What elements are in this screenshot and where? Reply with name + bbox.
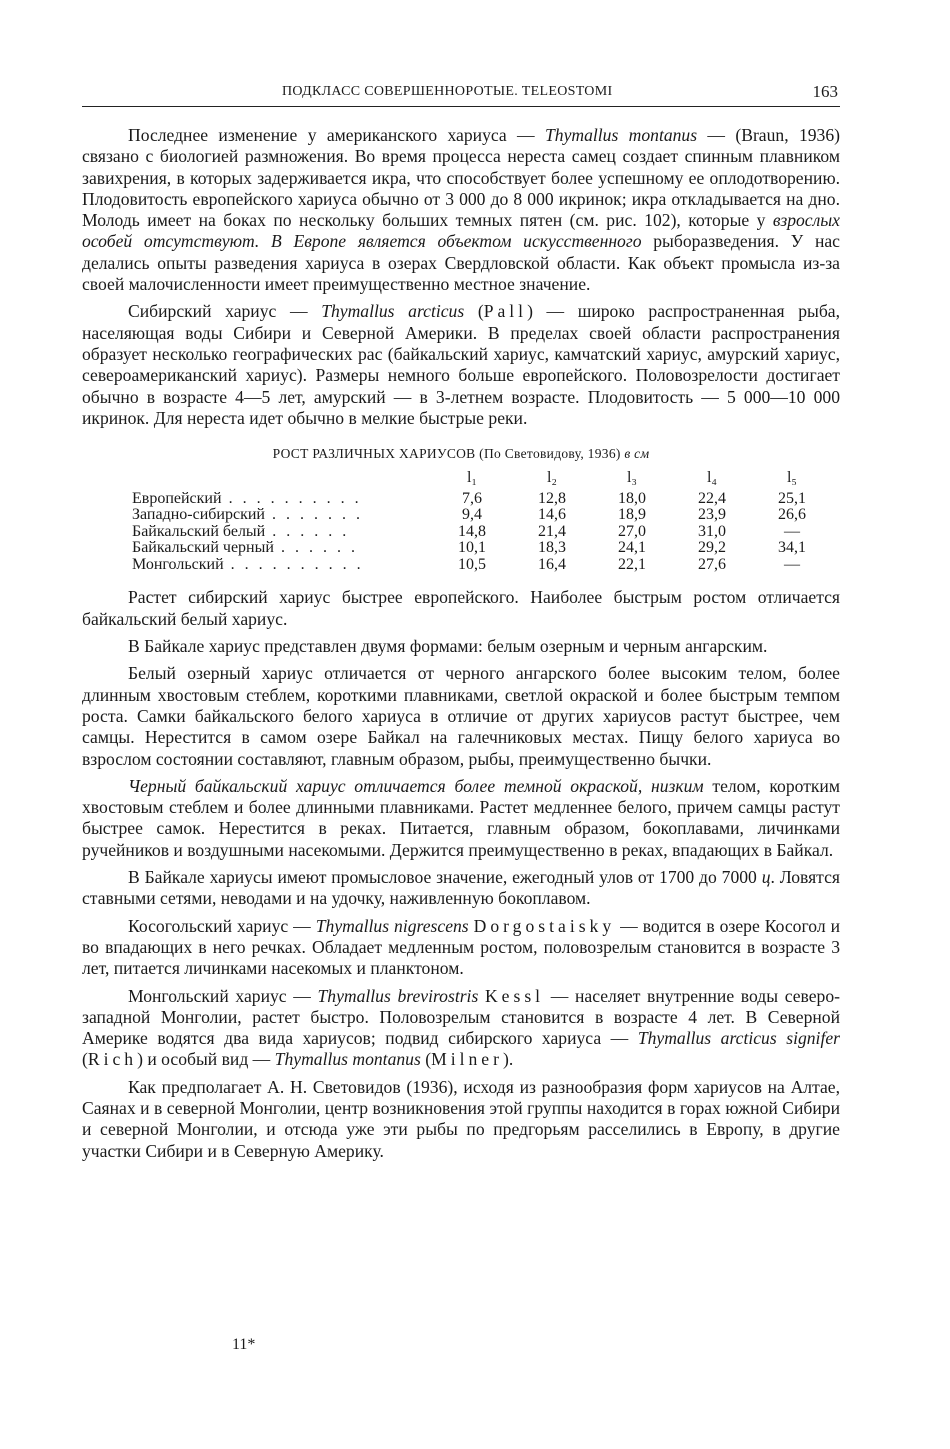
body-text	[82, 125, 840, 1168]
paragraph-siberian-grayling: Сибирский хариус — Thymallus arcticus (Pall) — широко распространенная рыба, населяющая воды Сибири и Северной Америки. В пределах своей области распространения образует несколько географических рас (байкальский хариус, камчатский хариус, амурский хариус, североамериканский хариус). Размеры немного больше европейского. Половозрелости достигает обычно в возрасте 4—5 лет, амурский — в 3-летнем возрасте. Плодовитость — 5 000—10 000 икринок. Для нереста идет обычно в мелкие быстрые реки.	[82, 301, 840, 428]
table-row: Байкальский черный . . . . . . 10,1 18,3 24,1 29,2 34,1	[132, 539, 806, 557]
paragraph-black-grayling: Черный байкальский хариус отличается более темной окраской, низким телом, коротким хвостовым стеблем и более длинными плавниками. Растет медленнее белого, причем самцы растут быстрее самок. Нерестится в реках. Питается, главным образом, бокоплавами, личинками ручейников и воздушными насекомыми. Держится преимущественно в реках, впадающих в Байкал.	[82, 775, 840, 860]
column-header: l₅	[786, 469, 798, 487]
table-caption: РОСТ РАЗЛИЧНЫХ ХАРИУСОВ (По Световидову, 1936) в см	[272, 446, 650, 462]
column-header: l₂	[546, 469, 558, 487]
running-title: ПОДКЛАСС СОВЕРШЕННОРОТЫЕ. TELEOSTOMI	[282, 84, 613, 99]
paragraph-growth-rate: Растет сибирский хариус быстрее европейского. Наиболее быстрым ростом отличается байкальский белый хариус.	[82, 587, 840, 629]
column-header: l₄	[706, 469, 718, 487]
running-header	[82, 82, 840, 107]
table-row: Европейский . . . . . . . . . . 7,6 12,8 18,0 22,4 25,1	[132, 489, 806, 507]
table-row: Байкальский белый . . . . . . 14,8 21,4 27,0 31,0 —	[132, 522, 800, 540]
table-row: Монгольский . . . . . . . . . . 10,5 16,4 22,1 27,6 —	[132, 555, 800, 573]
column-header: l₁	[466, 469, 478, 487]
paragraph-origin: Как предполагает А. Н. Световидов (1936), исходя из разнообразия форм хариусов на Алтае, Саянах и в северной Монголии, центр возникновения этой группы находится в горах южной Сибири и северной Монголии, и отсюда уже эти рыбы по предгорьям расселились в Европу, в другие участки Сибири и в Северную Америку.	[82, 1076, 840, 1161]
page-number: 163	[812, 82, 838, 101]
paragraph-white-grayling: Белый озерный хариус отличается от черного ангарского более высоким телом, более длинным хвостовым стеблем, короткими плавниками, светлой окраской и более быстрым темпом роста. Самки байкальского белого хариуса в отличие от других хариусов растут быстрее, чем самцы. Нерестится в самом озере Байкал на галечниковых местах. Пищу белого хариуса во взрослом состоянии составляют, главным образом, рыбы, преимущественно бычки.	[82, 663, 840, 769]
paragraph-baikal-fishery: В Байкале хариусы имеют промысловое значение, ежегодный улов от 1700 до 7000 ц. Ловятся ставными сетями, неводами и на удочку, наживленную бокоплавом.	[82, 867, 840, 909]
table-row: Западно-сибирский . . . . . . . 9,4 14,6 18,9 23,9 26,6	[132, 506, 806, 524]
paragraph-baikal-forms: В Байкале хариус представлен двумя формами: белым озерным и черным ангарским.	[128, 636, 768, 657]
signature-mark: 11*	[232, 1336, 256, 1353]
growth-table	[132, 470, 832, 573]
table-header-row	[132, 470, 832, 491]
paragraph-mongolian-grayling: Монгольский хариус — Thymallus brevirostris Kessl — населяет внутренние воды северо-западной Монголии, растет быстро. Половозрелым становится в возрасте 4 лет. В Северной Америке водятся два вида хариусов; подвид сибирского хариуса — Thymallus arcticus signifer (Rich) и особый вид — Thymallus montanus (Milner).	[82, 985, 840, 1070]
paragraph-american-grayling: Последнее изменение у американского хариуса — Thymallus montanus — (Braun, 1936) связано с биологией размножения. Во время процесса нереста самец создает спинным плавником завихрения, в которых задерживается икра, что способствует более успешному ее оплодотворению. Плодовитость европейского хариуса обычно от 3 000 до 8 000 икринок; икра откладывается на дно. Молодь имеет на боках по нескольку больших темных пятен (см. рис. 102), которые у взрослых особей отсутствуют. В Европе является объектом искусственного рыборазведения. У нас делались опыты разведения хариуса в озерах Свердловской области. Как объект промысла из-за своей малочисленности имеет преимущественно местное значение.	[82, 125, 840, 295]
column-header: l₃	[626, 469, 638, 487]
paragraph-kosogol-grayling: Косогольский хариус — Thymallus nigrescens Dorgostaisky — водится в озере Косогол и во впадающих в него речках. Обладает медленным ростом, половозрелым становится в возрасте 3 лет, питается личинками насекомых и планктоном.	[82, 915, 840, 979]
